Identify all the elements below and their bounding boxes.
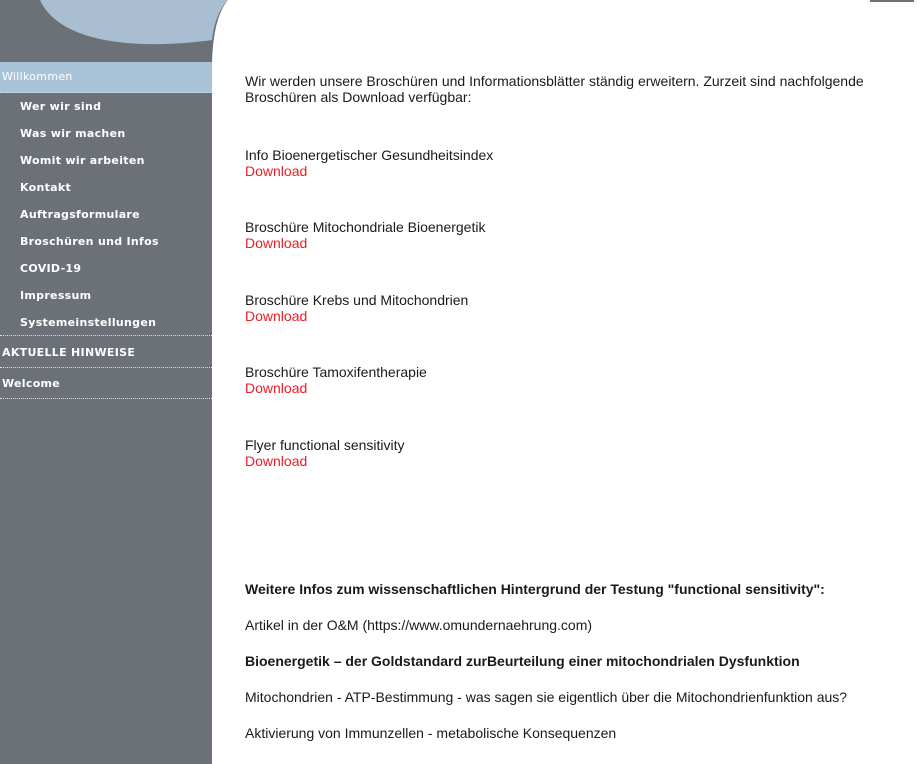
intro-text: Wir werden unsere Broschüren und Informationsblätter ständig erweitern. Zurzeit sind nachfolgende Broschüren als Download verfügbar: (245, 73, 864, 105)
sidebar (0, 0, 212, 764)
brochure-item (245, 147, 493, 179)
nav-item-systemeinstellungen[interactable]: Systemeinstellungen (0, 309, 212, 336)
brochure-item (245, 364, 427, 396)
nav-item-aktuelle-hinweise[interactable]: AKTUELLE HINWEISE (0, 336, 212, 368)
nav-item-was-wir-machen[interactable]: Was wir machen (20, 127, 126, 140)
brochure-item (245, 437, 405, 469)
nav-item-impressum[interactable]: Impressum (20, 289, 92, 302)
more-info-heading: Weitere Infos zum wissenschaftlichen Hintergrund der Testung "functional sensitivity": (245, 581, 825, 597)
brochure-title: Info Bioenergetischer Gesundheitsindex (245, 147, 494, 163)
nav-item-willkommen[interactable]: Willkommen (0, 62, 212, 93)
download-link[interactable]: Download (245, 163, 308, 179)
brochure-item (245, 219, 485, 251)
header-corner-mark (870, 0, 914, 2)
brochure-item (245, 292, 468, 324)
download-link[interactable]: Download (245, 235, 308, 251)
more-info-link[interactable]: Mitochondrien - ATP-Bestimmung - was sagen sie eigentlich über die Mitochondrienfunktion aus? (245, 689, 848, 705)
download-link[interactable]: Download (245, 308, 308, 324)
nav-item-womit-wir-arbeiten[interactable]: Womit wir arbeiten (20, 154, 145, 167)
nav-item-auftragsformulare[interactable]: Auftragsformulare (20, 208, 140, 221)
sidebar-header-curve (0, 0, 232, 62)
nav-item-covid-19[interactable]: COVID-19 (20, 262, 82, 275)
main-navigation (0, 62, 212, 399)
brochure-title: Broschüre Tamoxifentherapie (245, 364, 427, 380)
more-info-link[interactable]: Artikel in der O&M (https://www.omundernaehrung.com) (245, 617, 593, 633)
download-link[interactable]: Download (245, 380, 308, 396)
more-info-link[interactable]: Aktivierung von Immunzellen - metabolische Konsequenzen (245, 725, 617, 741)
download-link[interactable]: Download (245, 453, 308, 469)
nav-item-welcome[interactable]: Welcome (0, 368, 212, 399)
nav-item-kontakt[interactable]: Kontakt (20, 181, 72, 194)
more-info-link[interactable]: Bioenergetik – der Goldstandard zurBeurteilung einer mitochondrialen Dysfunktion (245, 653, 800, 669)
nav-item-broschueren-und-infos[interactable]: Broschüren und Infos (20, 235, 159, 248)
brochure-title: Broschüre Mitochondriale Bioenergetik (245, 219, 486, 235)
brochure-title: Broschüre Krebs und Mitochondrien (245, 292, 469, 308)
brochure-title: Flyer functional sensitivity (245, 437, 405, 453)
nav-item-wer-wir-sind[interactable]: Wer wir sind (20, 100, 102, 113)
